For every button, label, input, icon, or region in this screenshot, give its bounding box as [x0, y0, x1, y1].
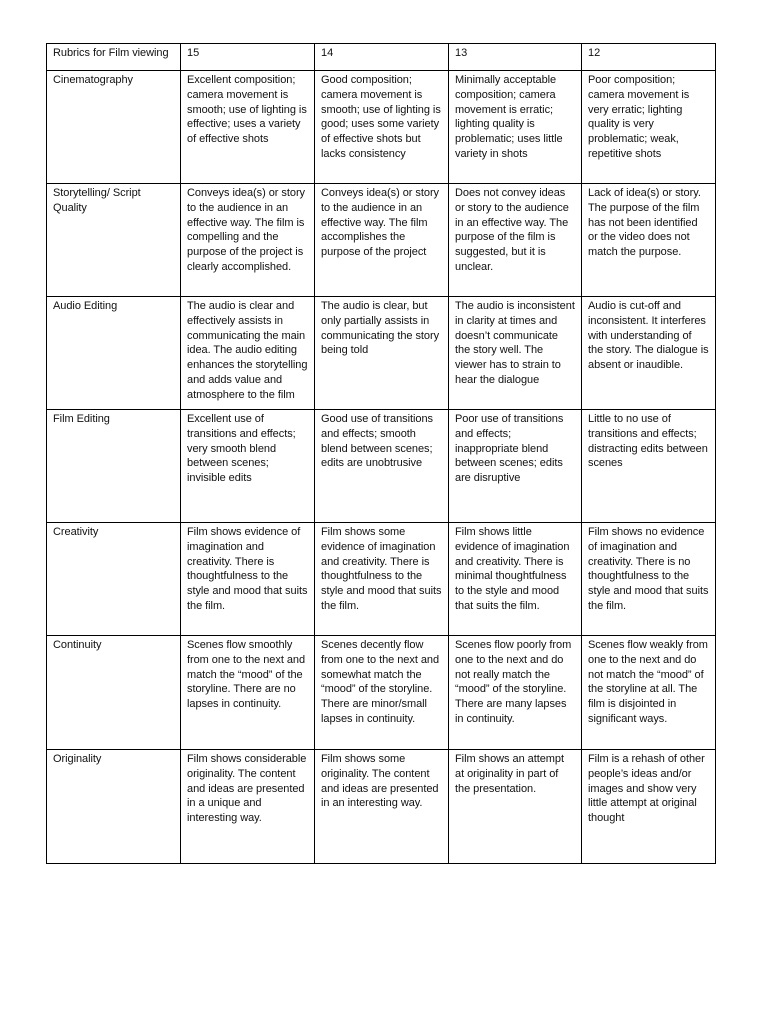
descriptor-cell: Film shows an attempt at originality in part of the presentation.	[449, 750, 582, 864]
score-header-cell: 15	[181, 44, 315, 71]
criterion-cell: Storytelling/ Script Quality	[47, 184, 181, 297]
score-header-cell: 14	[315, 44, 449, 71]
rubric-row-storytelling	[47, 184, 716, 297]
descriptor-cell: Excellent use of transitions and effects; very smooth blend between scenes; invisible edits	[181, 410, 315, 523]
rubric-table	[46, 43, 716, 864]
rubric-row-film-editing	[47, 410, 716, 523]
descriptor-cell: Poor use of transitions and effects; inappropriate blend between scenes; edits are disruptive	[449, 410, 582, 523]
descriptor-cell: Good use of transitions and effects; smooth blend between scenes; edits are unobtrusive	[315, 410, 449, 523]
descriptor-cell: Film shows no evidence of imagination and creativity. There is no thoughtfulness to the style and mood that suits the film.	[582, 523, 716, 636]
descriptor-cell: Audio is cut-off and inconsistent. It interferes with understanding of the story. The dialogue is absent or inaudible.	[582, 297, 716, 410]
descriptor-cell: The audio is inconsistent in clarity at times and doesn’t communicate the story well. The viewer has to strain to hear the dialogue	[449, 297, 582, 410]
descriptor-cell: Good composition; camera movement is smooth; use of lighting is good; uses some variety of effective shots but lacks consistency	[315, 71, 449, 184]
descriptor-cell: Film shows considerable originality. The content and ideas are presented in a unique and interesting way.	[181, 750, 315, 864]
descriptor-cell: Poor composition; camera movement is very erratic; lighting quality is very problematic; weak, repetitive shots	[582, 71, 716, 184]
rubric-row-cinematography	[47, 71, 716, 184]
descriptor-cell: Conveys idea(s) or story to the audience in an effective way. The film is compelling and the purpose of the project is clearly accomplished.	[181, 184, 315, 297]
header-label-cell: Rubrics for Film viewing	[47, 44, 181, 71]
descriptor-cell: Lack of idea(s) or story. The purpose of the film has not been identified or the video does not match the purpose.	[582, 184, 716, 297]
criterion-cell: Continuity	[47, 636, 181, 750]
rubric-row-continuity	[47, 636, 716, 750]
descriptor-cell: Film shows some evidence of imagination and creativity. There is thoughtfulness to the style and mood that suits the film.	[315, 523, 449, 636]
descriptor-cell: Film shows evidence of imagination and creativity. There is thoughtfulness to the style and mood that suits the film.	[181, 523, 315, 636]
descriptor-cell: Scenes decently flow from one to the next and somewhat match the “mood” of the storyline. There are minor/small lapses in continuity.	[315, 636, 449, 750]
criterion-cell: Originality	[47, 750, 181, 864]
descriptor-cell: The audio is clear, but only partially assists in communicating the story being told	[315, 297, 449, 410]
criterion-cell: Audio Editing	[47, 297, 181, 410]
descriptor-cell: Scenes flow smoothly from one to the next and match the “mood” of the storyline. There are no lapses in continuity.	[181, 636, 315, 750]
rubric-row-audio-editing	[47, 297, 716, 410]
descriptor-cell: Little to no use of transitions and effects; distracting edits between scenes	[582, 410, 716, 523]
descriptor-cell: Excellent composition; camera movement is smooth; use of lighting is effective; uses a variety of effective shots	[181, 71, 315, 184]
header-row	[47, 44, 716, 71]
rubric-row-creativity	[47, 523, 716, 636]
criterion-cell: Film Editing	[47, 410, 181, 523]
descriptor-cell: Conveys idea(s) or story to the audience in an effective way. The film accomplishes the purpose of the project	[315, 184, 449, 297]
descriptor-cell: Film shows some originality. The content and ideas are presented in an interesting way.	[315, 750, 449, 864]
score-header-cell: 13	[449, 44, 582, 71]
descriptor-cell: Film shows little evidence of imagination and creativity. There is minimal thoughtfulness to the style and mood that suits the film.	[449, 523, 582, 636]
descriptor-cell: Scenes flow weakly from one to the next and do not match the “mood” of the storyline at all. The film is disjointed in significant ways.	[582, 636, 716, 750]
rubric-row-originality	[47, 750, 716, 864]
descriptor-cell: Minimally acceptable composition; camera movement is erratic; lighting quality is problematic; uses little variety in shots	[449, 71, 582, 184]
criterion-cell: Cinematography	[47, 71, 181, 184]
descriptor-cell: Does not convey ideas or story to the audience in an effective way. The purpose of the film is suggested, but it is unclear.	[449, 184, 582, 297]
descriptor-cell: Scenes flow poorly from one to the next and do not really match the “mood” of the storyline. There are many lapses in continuity.	[449, 636, 582, 750]
criterion-cell: Creativity	[47, 523, 181, 636]
descriptor-cell: Film is a rehash of other people’s ideas and/or images and show very little attempt at original thought	[582, 750, 716, 864]
score-header-cell: 12	[582, 44, 716, 71]
descriptor-cell: The audio is clear and effectively assists in communicating the main idea. The audio editing enhances the storytelling and adds value and atmosphere to the film	[181, 297, 315, 410]
